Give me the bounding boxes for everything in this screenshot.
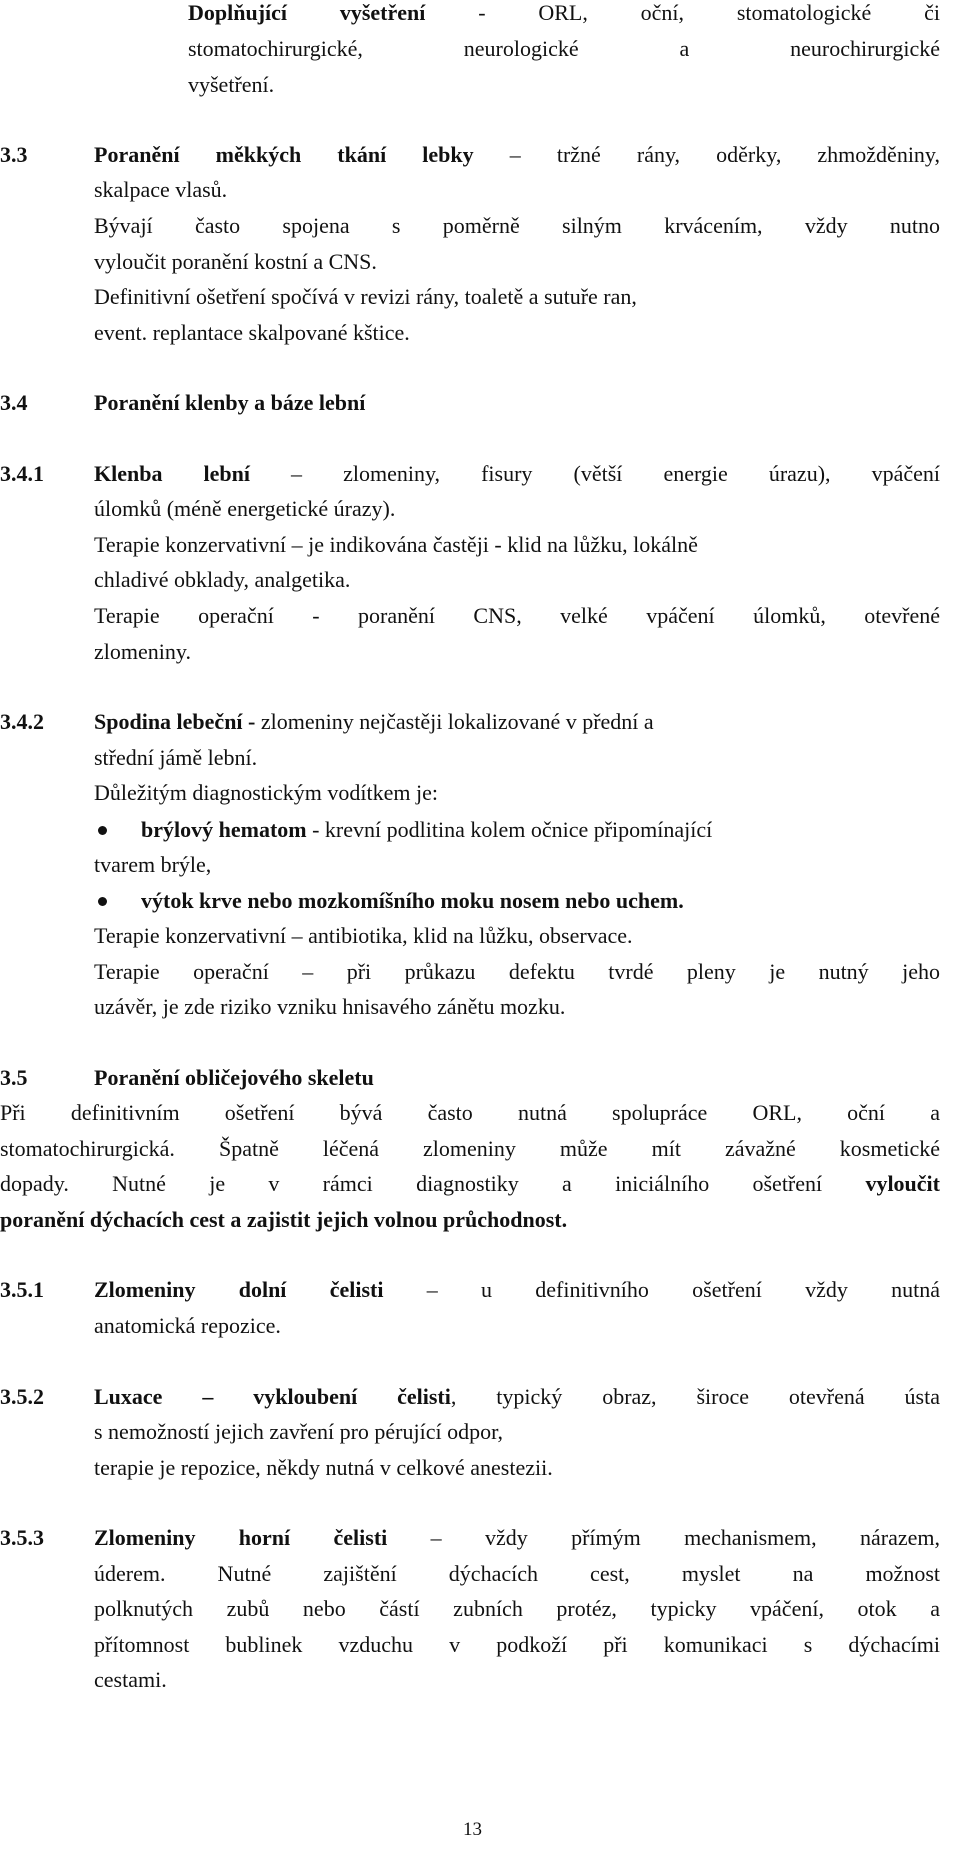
intro-line-3: vyšetření. bbox=[188, 72, 275, 97]
section-3-4-1-line-2: úlomků (méně energetické úrazy). bbox=[94, 496, 396, 521]
section-number-3-5-1: 3.5.1 bbox=[0, 1277, 44, 1302]
section-3-5-line-2: stomatochirurgická. Špatně léčená zlomeniny může mít závažné kosmetické bbox=[0, 1136, 940, 1161]
section-3-5-3-title: Zlomeniny horní čelisti bbox=[94, 1525, 388, 1550]
section-3-5-2-line-2: s nemožností jejich zavření pro pérující odpor, bbox=[94, 1419, 504, 1444]
section-3-4-2-line-2: střední jámě lební. bbox=[94, 745, 258, 770]
bullet-item-1: brýlový hematom - krevní podlitina kolem očnice připomínající bbox=[141, 817, 713, 842]
section-3-3-line-5: Definitivní ošetření spočívá v revizi rány, toaletě a sutuře ran, bbox=[94, 284, 637, 309]
section-3-5-title: Poranění obličejového skeletu bbox=[94, 1065, 374, 1090]
section-3-5-line-3: dopady. Nutné je v rámci diagnostiky a iniciálního ošetření vyloučit bbox=[0, 1171, 940, 1196]
section-3-5-line-1: Při definitivním ošetření bývá často nutná spolupráce ORL, oční a bbox=[0, 1100, 940, 1125]
section-3-5-2-line-3: terapie je repozice, někdy nutná v celkové anestezii. bbox=[94, 1455, 553, 1480]
section-number-3-5: 3.5 bbox=[0, 1065, 28, 1090]
section-3-4-1-line-1: Klenba lební – zlomeniny, fisury (větší energie úrazu), vpáčení bbox=[94, 461, 940, 486]
section-3-5-3-line-2: úderem. Nutné zajištění dýchacích cest, myslet na možnost bbox=[94, 1561, 940, 1586]
section-number-3-4-2: 3.4.2 bbox=[0, 709, 44, 734]
bullet-item-1-cont: tvarem brýle, bbox=[94, 852, 212, 877]
section-number-3-5-2: 3.5.2 bbox=[0, 1384, 44, 1409]
section-3-3-title: Poranění měkkých tkání lebky bbox=[94, 142, 474, 167]
section-3-3-title-line: Poranění měkkých tkání lebky – tržné rány, oděrky, zhmožděniny, bbox=[94, 142, 940, 167]
emphasis: vyloučit bbox=[865, 1171, 940, 1196]
section-3-4-1-line-3: Terapie konzervativní – je indikována častěji - klid na lůžku, lokálně bbox=[94, 532, 698, 557]
section-3-4-1-line-6: zlomeniny. bbox=[94, 639, 191, 664]
section-3-4-title: Poranění klenby a báze lební bbox=[94, 390, 366, 415]
page-number: 13 bbox=[463, 1819, 482, 1840]
section-3-4-2-title: Spodina lebeční - bbox=[94, 709, 256, 734]
section-3-5-1-line-1: Zlomeniny dolní čelisti – u definitivního ošetření vždy nutná bbox=[94, 1277, 940, 1302]
section-number-3-4-1: 3.4.1 bbox=[0, 461, 44, 486]
section-3-3-line-2: skalpace vlasů. bbox=[94, 177, 228, 202]
intro-line-2: stomatochirurgické, neurologické a neurochirurgické bbox=[188, 36, 940, 61]
section-3-4-2-line-3: Důležitým diagnostickým vodítkem je: bbox=[94, 780, 438, 805]
section-3-5-1-title: Zlomeniny dolní čelisti bbox=[94, 1277, 384, 1302]
section-3-3-line-6: event. replantace skalpované kštice. bbox=[94, 320, 410, 345]
section-3-3-line-3: Bývají často spojena s poměrně silným krvácením, vždy nutno bbox=[94, 213, 940, 238]
section-3-5-3-line-4: přítomnost bublinek vzduchu v podkoží při komunikaci s dýchacími bbox=[94, 1632, 940, 1657]
section-number-3-4: 3.4 bbox=[0, 390, 28, 415]
bullet-item-2: výtok krve nebo mozkomíšního moku nosem nebo uchem. bbox=[141, 888, 684, 913]
section-3-5-3-line-3: polknutých zubů nebo částí zubních protéz, typicky vpáčení, otok a bbox=[94, 1596, 940, 1621]
section-3-4-1-title: Klenba lební bbox=[94, 461, 250, 486]
section-3-4-1-line-4: chladivé obklady, analgetika. bbox=[94, 567, 351, 592]
section-3-5-1-line-2: anatomická repozice. bbox=[94, 1313, 281, 1338]
section-number-3-3: 3.3 bbox=[0, 142, 28, 167]
section-3-4-2-line-8: uzávěr, je zde riziko vzniku hnisavého zánětu mozku. bbox=[94, 994, 566, 1019]
section-3-5-2-title: Luxace – vykloubení čelisti bbox=[94, 1384, 451, 1409]
section-3-5-3-line-5: cestami. bbox=[94, 1667, 167, 1692]
section-number-3-5-3: 3.5.3 bbox=[0, 1525, 44, 1550]
section-3-5-3-line-1: Zlomeniny horní čelisti – vždy přímým mechanismem, nárazem, bbox=[94, 1525, 941, 1550]
intro-heading: Doplňující vyšetření bbox=[188, 0, 426, 25]
section-3-4-2-line-6: Terapie konzervativní – antibiotika, klid na lůžku, observace. bbox=[94, 923, 633, 948]
bullet-icon bbox=[98, 826, 107, 835]
section-3-4-2-line-1: Spodina lebeční - zlomeniny nejčastěji lokalizované v přední a bbox=[94, 709, 654, 734]
intro-line-1: Doplňující vyšetření - ORL, oční, stomatologické či bbox=[188, 0, 940, 25]
section-3-5-2-line-1: Luxace – vykloubení čelisti, typický obraz, široce otevřená ústa bbox=[94, 1384, 940, 1409]
section-3-3-line-4: vyloučit poranění kostní a CNS. bbox=[94, 249, 377, 274]
bullet-icon bbox=[98, 897, 107, 906]
section-3-5-line-4: poranění dýchacích cest a zajistit jejich volnou průchodnost. bbox=[0, 1207, 568, 1232]
bullet-item-1-term: brýlový hematom bbox=[141, 817, 307, 842]
section-3-4-2-line-7: Terapie operační – při průkazu defektu tvrdé pleny je nutný jeho bbox=[94, 959, 940, 984]
section-3-4-1-line-5: Terapie operační - poranění CNS, velké vpáčení úlomků, otevřené bbox=[94, 603, 940, 628]
